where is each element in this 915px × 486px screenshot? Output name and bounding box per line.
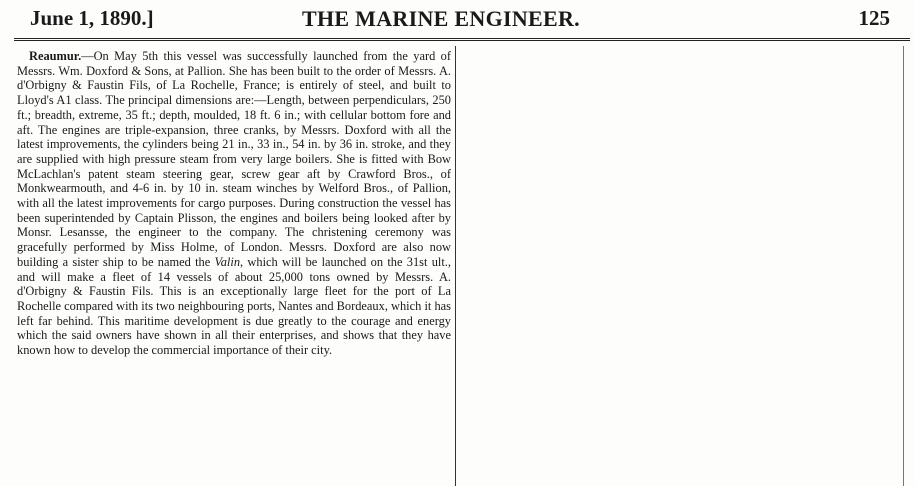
article-text-part1: —On May 5th this vessel was successfully launched from the yard of Messrs. Wm. Doxford & Sons, at Pallion. She has been built to the order of Messrs. A. d'Orbigny & Faustin Fils, of La Rochelle, France; is entirely of steel, and built to Lloyd's A1 class. The principal dimensions are:—Length, between perpendiculars, 250 ft.; breadth, extreme, 35 ft.; depth, moulded, 18 ft. 6 in.; with cellular bottom fore and aft. The engines are triple-expansion, three cranks, by Messrs. Doxford with all the latest improvements, the cylinders being 21 in., 33 in., 54 in. by 36 in. stroke, and they are supplied with high pressure steam from very large boilers. She is fitted with Bow McLachlan's patent steam steering gear, screw gear aft by Crawford Bros., of Monkwearmouth, and 4-6 in. by 10 in. steam winches by Welford Bros., of Pallion, with all the latest improvements for cargo purposes. During construction the vessel has been superintended by Captain Plisson, the engines and boilers being looked after by Monsr. Lesansse, the engineer to the company. The christening ceremony was gracefully performed by Miss Holme, of London. Messrs. Doxford are also now building a sister ship to be named the — [17, 49, 451, 269]
right-column-edge — [903, 46, 904, 486]
publication-title: THE MARINE ENGINEER. — [302, 6, 580, 31]
page-header — [30, 6, 890, 36]
page-number: 125 — [858, 6, 890, 30]
article-text-part2: , which will be launched on the 31st ult., and will make a fleet of 14 vessels of about 25,000 tons owned by Messrs. A. d'Orbigny & Faustin Fils. This is an exceptionally large fleet for the port of La Rochelle compared with its two neighbouring ports, Nantes and Bordeaux, which it has left far behind. This maritime development is due greatly to the courage and energy which the said owners have shown in all their enterprises, and shows that they have known how to develop the commercial importance of their city. — [17, 254, 451, 358]
ship-name: Valin — [214, 254, 241, 269]
article-reaumur — [17, 49, 451, 358]
header-rule — [14, 38, 910, 41]
column-divider — [455, 46, 456, 486]
left-column — [17, 49, 451, 358]
article-lead: Reaumur. — [29, 49, 82, 63]
issue-date: June 1, 1890.] — [30, 6, 154, 30]
